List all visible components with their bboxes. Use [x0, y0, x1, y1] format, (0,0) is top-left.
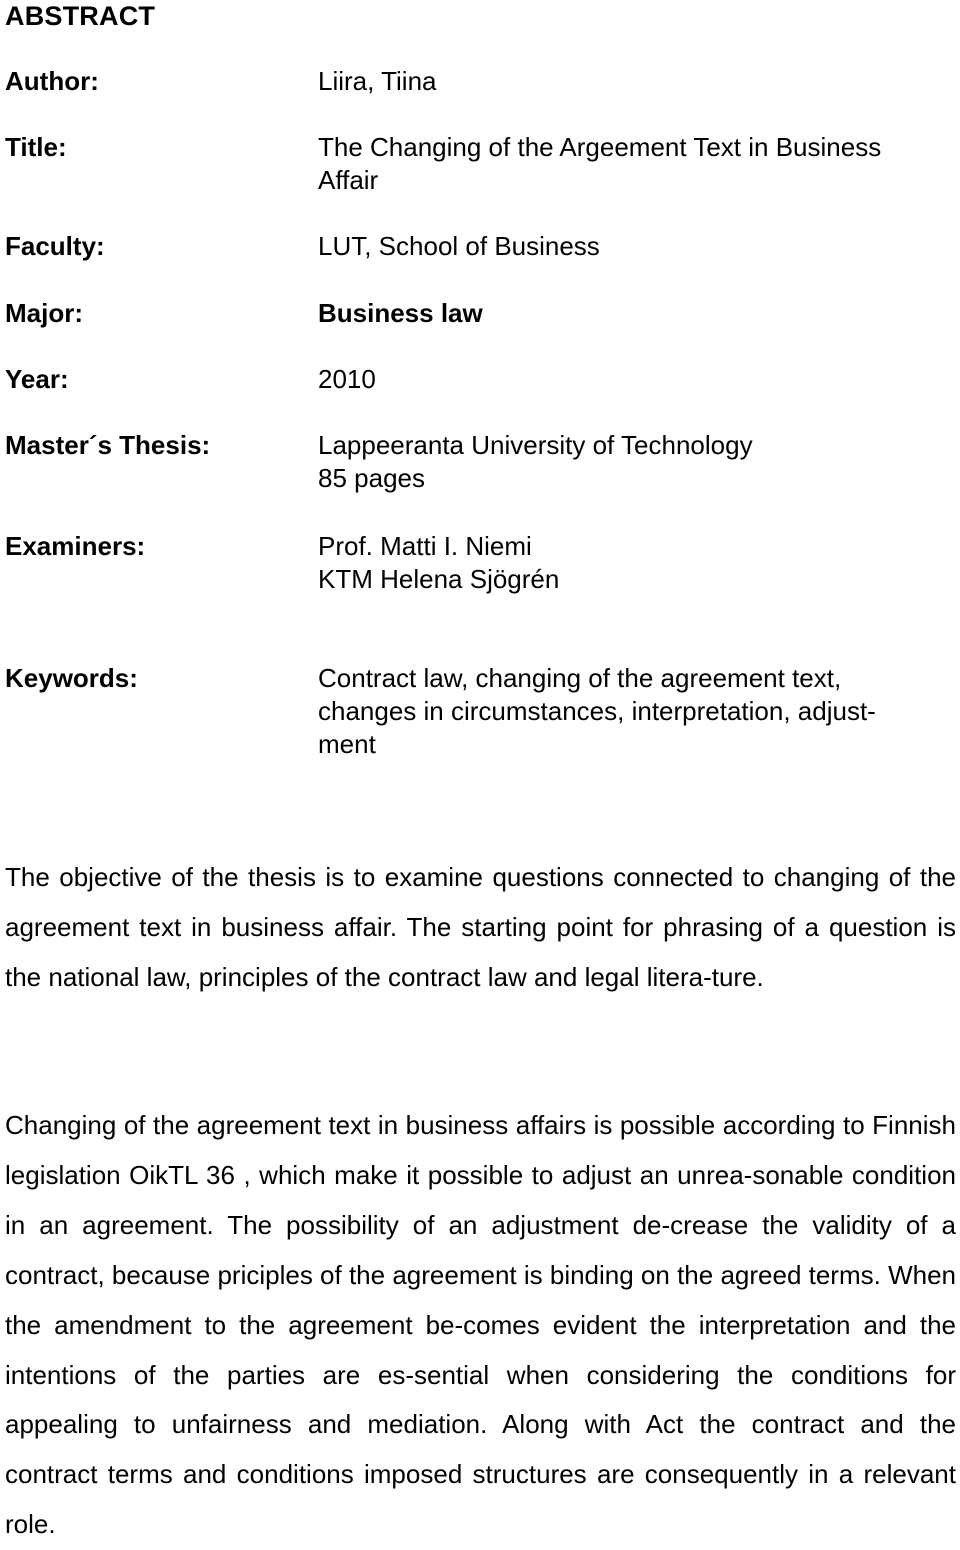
examiners-label: Examiners: [5, 531, 146, 561]
keywords-line: ment [318, 729, 376, 759]
title-label: Title: [5, 132, 67, 162]
title-value-line: Affair [318, 165, 379, 195]
major-label: Major: [5, 298, 83, 328]
faculty-label: Faculty: [5, 231, 105, 261]
abstract-paragraph-objective: The objective of the thesis is to examine questions connected to changing of the agreement text in business affair. The starting point for phrasing of a question is the national law, principles of the contract law and legal litera-ture. [5, 862, 956, 992]
keywords-line: changes in circumstances, interpretation, adjust- [318, 696, 876, 726]
examiners-value [318, 530, 559, 596]
faculty-value: LUT, School of Business [318, 231, 600, 261]
thesis-university: Lappeeranta University of Technology [318, 430, 753, 460]
keywords-line: Contract law, changing of the agreement text, [318, 663, 842, 693]
thesis-value [318, 429, 753, 495]
abstract-heading: ABSTRACT [5, 1, 156, 31]
examiner-name: KTM Helena Sjögrén [318, 564, 560, 594]
abstract-paragraph-changing: Changing of the agreement text in business affairs is possible according to Finnish legislation OikTL 36 , which make it possible to adjust an unrea-sonable condition in an agreement. The possibility of an adjustment de-crease the validity of a contract, because priciples of the agreement is binding on the agreed terms. When the amendment to the agreement be-comes evident the interpretation and the intentions of the parties are es-sential when considering the conditions for appealing to unfairness and mediation. Along with Act the contract and the contract terms and conditions imposed structures are consequently in a relevant role. [5, 1110, 956, 1540]
author-value: Liira, Tiina [318, 66, 437, 96]
title-value [318, 131, 881, 197]
keywords-label: Keywords: [5, 663, 138, 693]
examiner-name: Prof. Matti I. Niemi [318, 531, 532, 561]
year-value: 2010 [318, 364, 376, 394]
year-label: Year: [5, 364, 69, 394]
thesis-label: Master´s Thesis: [5, 430, 211, 460]
major-value: Business law [318, 298, 483, 328]
title-value-line: The Changing of the Argeement Text in Business [318, 132, 882, 162]
thesis-pages: 85 pages [318, 463, 425, 493]
keywords-value [318, 662, 876, 761]
author-label: Author: [5, 66, 99, 96]
